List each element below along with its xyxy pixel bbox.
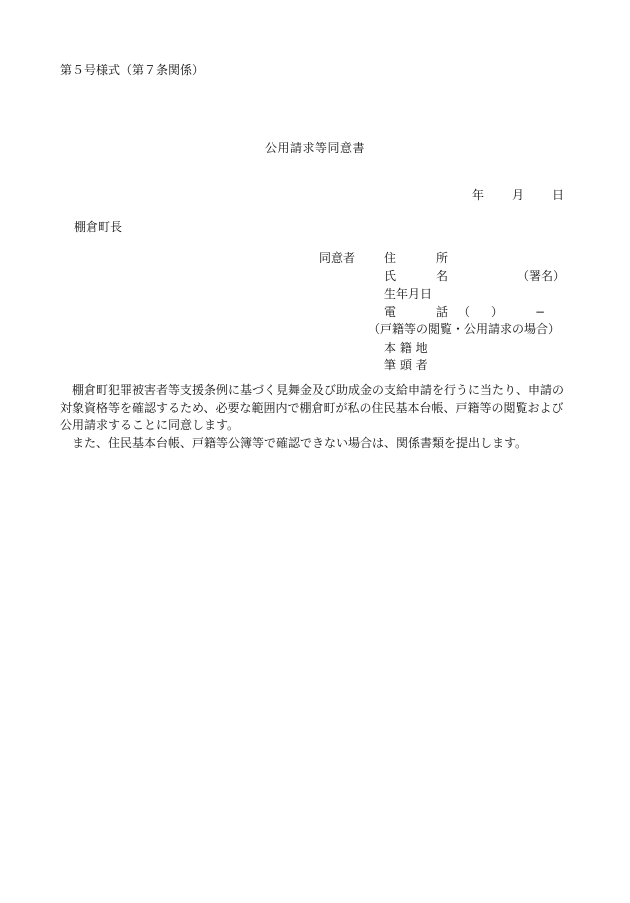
phone-paren-close: ） xyxy=(491,305,504,319)
date-year-label: 年 xyxy=(472,188,485,202)
date-line xyxy=(472,187,564,204)
address-label-part1: 住 xyxy=(384,251,397,265)
agreer-label: 同意者 xyxy=(319,251,356,265)
name-field-label xyxy=(384,268,448,285)
address-field-label xyxy=(384,250,448,267)
head-of-household-field-label: 筆 頭 者 xyxy=(384,358,428,372)
phone-field-label xyxy=(384,304,448,321)
date-day-label: 日 xyxy=(552,188,565,202)
phone-paren-open: （ xyxy=(458,305,471,319)
signature-note: （署名） xyxy=(517,269,566,283)
document-title: 公用請求等同意書 xyxy=(264,141,365,155)
koseki-note: （戸籍等の閲覧・公用請求の場合） xyxy=(368,322,561,336)
consent-paragraph-2: また、住民基本台帳、戸籍等公簿等で確認できない場合は、関係書類を提出します。 xyxy=(60,435,528,450)
name-label-part2: 名 xyxy=(436,269,449,283)
name-label-part1: 氏 xyxy=(384,269,397,283)
consent-paragraph-1: 棚倉町犯罪被害者等支援条例に基づく見舞金及び助成金の支給申請を行うに当たり、申請の対象資格等を確認するため、必要な範囲内で棚倉町が私の住民基本台帳、戸籍等の閲覧および公用請求することに同意します。 xyxy=(60,383,565,432)
domicile-field-label: 本 籍 地 xyxy=(384,341,428,355)
date-month-label: 月 xyxy=(512,188,525,202)
birthdate-field-label: 生年月日 xyxy=(384,287,433,301)
consent-body xyxy=(60,382,572,452)
phone-dash: − xyxy=(535,305,546,319)
phone-label-part2: 話 xyxy=(436,305,449,319)
form-number: 第５号様式（第７条関係） xyxy=(60,63,205,77)
addressee: 棚倉町長 xyxy=(74,220,123,234)
phone-label-part1: 電 xyxy=(384,305,397,319)
address-label-part2: 所 xyxy=(436,251,449,265)
